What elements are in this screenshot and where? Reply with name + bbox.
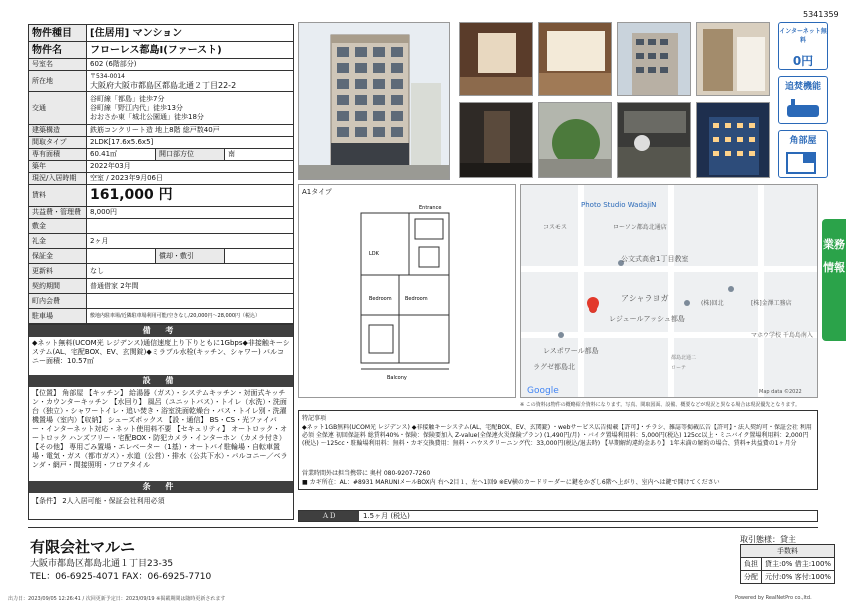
structure-label: 建築構造 — [29, 125, 87, 137]
name-value: フローレス都島I(ファースト) — [87, 42, 294, 59]
map-label: ラグゼ都島北 — [533, 363, 575, 371]
remarks-text: ◆ネット無料(UCOM光 レジデンス)通信速度上り下りともに1Gbps◆非接触キーシステム(AL、宅配BOX、EV、玄関錠)◆ミラブル水栓(キッチン、シャワー) バルコニー面積：10.57㎡ — [32, 339, 290, 365]
photo-thumbnail[interactable] — [459, 22, 533, 96]
renewal-label: 更新料 — [29, 264, 87, 279]
traffic-line: 谷町線「都島」徒歩7分 — [90, 94, 165, 103]
photo-thumbnail[interactable] — [617, 102, 691, 178]
floor-plan-drawing — [299, 195, 515, 391]
map-label: 公文式高倉1丁目教室 — [621, 255, 689, 263]
built-value: 2022年03月 — [87, 161, 294, 173]
map-label: 都島北通二 — [671, 355, 697, 361]
type-value: [住居用] マンション — [87, 25, 294, 42]
map-label: Photo Studio WadajiN — [581, 201, 657, 209]
address-value: 大阪府大阪市都島区都島北通２丁目22-2 — [90, 81, 237, 90]
amort-value — [225, 249, 294, 264]
parking-value: 敷地内駐車場/近隣駐車場利用可能/空きなし/20,000円～28,000円（税込） — [87, 309, 294, 324]
fp-label: Bedroom — [405, 296, 428, 302]
fee-table — [740, 544, 835, 584]
map-label: コスモス — [543, 224, 568, 231]
special-notes-title: 特記事項 — [302, 415, 327, 422]
traffic-cell — [87, 92, 294, 125]
fee-row-value: 貸主:0% 借主:100% — [762, 558, 835, 571]
map-label: マホウ学校 千島島南入 — [751, 332, 813, 339]
building-illustration — [299, 23, 450, 180]
layout-label: 間取タイプ — [29, 137, 87, 149]
status-label: 現況/入居時期 — [29, 173, 87, 185]
room-value: 602 (6階部分) — [87, 59, 294, 71]
ad-label: ＡＤ — [299, 511, 359, 521]
key-money-label: 礼金 — [29, 234, 87, 249]
photo-thumbnail[interactable] — [538, 22, 612, 96]
company-name: 有限会社マルニ — [30, 538, 136, 556]
ad-row — [298, 510, 818, 522]
map-label: ローソン都島北通店 — [613, 224, 667, 231]
fp-label: Bedroom — [369, 296, 392, 302]
reheat-label: 追焚機能 — [784, 82, 821, 92]
fee-row-label: 分配 — [741, 571, 762, 584]
contract-value: 普通借家 2年間 — [87, 279, 294, 294]
sales-contact: 営業時間外は担当携帯に 奥村 080-9207-7260 — [302, 470, 431, 477]
type-label: 物件種目 — [29, 25, 87, 42]
map-label: (株)回北 — [701, 300, 724, 307]
map-label: レスポワール都島 — [543, 347, 599, 355]
postal-code: 〒534-0014 — [90, 73, 125, 80]
area-value: 60.41㎡ — [87, 149, 156, 161]
rent-label: 賃料 — [29, 185, 87, 207]
town-fee-value — [87, 294, 294, 309]
corner-room-badge — [778, 130, 828, 178]
renewal-value: なし — [87, 264, 294, 279]
fp-label: Entrance — [419, 205, 442, 211]
company-phone: TEL：06-6925-4071 FAX：06-6925-7710 — [30, 572, 212, 582]
fee-row-value: 元付:0% 客付:100% — [762, 571, 835, 584]
disclaimer-note: ※ この資料は物件の概略紹介資料になります。写真、間取図面、設備、概要などが現況と異なる場合は現況優先となります。 — [520, 402, 800, 408]
fee-header: 手数料 — [741, 545, 835, 558]
powered-by: Powered by RealNetPro co.,ltd. — [735, 595, 812, 601]
ad-value: 1.5ヶ月 (税込) — [363, 512, 410, 520]
company-footer — [28, 527, 818, 595]
document-id: 5341359 — [803, 10, 839, 19]
main-building-photo — [298, 22, 450, 180]
footer-dates: 出力日：2023/09/05 12:26:41 / 次回更新予定日：2023/09/19 ※掲載期間は随時更新されます — [8, 596, 226, 602]
deposit-label: 敷金 — [29, 219, 87, 234]
key-location: ■ カギ所在：AL：#8931 MARUNIメールBOX内 右へ2目１、左へ1回9 ※EV横のカードリーダーに鍵をかざし6階へ上がり、室内へは鍵で開けてください — [302, 479, 720, 486]
photo-thumbnail[interactable] — [538, 102, 612, 178]
traffic-line: おおさか東「城北公園通」徒歩18分 — [90, 112, 204, 121]
common-label: 共益費・管理費 — [29, 207, 87, 219]
map-label: レジュールアッシュ都島 — [609, 315, 685, 323]
equipment-text: 【位置】 角部屋 【キッチン】 給湯器（ガス）・システムキッチン・対面式キッチン・カウンターキッチン 【水回り】 風呂（ユニットバス）・トイレ（水洗）・洗面台（独立）・シャワートイレ・追い焚き・浴室洗面乾燥台・バス・トイレ別・洗濯機置場（室内）【収納】 シューズボックス 【設・通信】 BS・CS・光ファイバー・インターネット対応・ネット使用料不要 【セキュリティ】 オートロック・オートロック ハンズフリー・宅配BOX・防犯カメラ・インターホン（カメラ付き）【その他】 専用ごみ置場・エレベーター（1基）・オートバイ駐輪場・自転車置場・電気・ガス（都市ガス）・水道（公営）・排水（公共下水）・バルコニー／ベランダ・網戸・間接照明・フロアタイル — [32, 389, 288, 469]
map-label: [株]金澤工務店 — [751, 300, 792, 307]
window-value: 南 — [225, 149, 294, 161]
transaction-form: 取引態様：貸主 — [740, 535, 796, 544]
key-money-value: 2ヶ月 — [87, 234, 294, 249]
internet-free-badge — [778, 22, 828, 70]
reheat-badge — [778, 76, 828, 124]
guarantee-value — [87, 249, 156, 264]
map-drawing — [521, 185, 818, 398]
window-label: 開口部方位 — [156, 149, 225, 161]
fee-row-label: 負担 — [741, 558, 762, 571]
floor-plan-type: A1タイプ — [302, 188, 332, 196]
rent-value: 161,000 円 — [87, 185, 294, 207]
photo-thumbnail[interactable] — [617, 22, 691, 96]
bath-icon — [783, 95, 823, 121]
business-info-tab[interactable]: 業務情報 — [822, 219, 846, 341]
conditions-text: 【条件】 2人入居可能・保証会社利用必須 — [32, 497, 165, 505]
company-address: 大阪市都島区都島北通１丁目23-35 — [30, 559, 174, 569]
fp-label: LDK — [369, 251, 379, 257]
spec-table — [28, 24, 294, 324]
internet-free-price: 0円 — [792, 54, 814, 68]
google-logo: Google — [527, 386, 559, 396]
photo-thumbnail[interactable] — [696, 102, 770, 178]
address-label: 所在地 — [29, 71, 87, 92]
contract-label: 契約期間 — [29, 279, 87, 294]
map-label: ローテ — [671, 365, 687, 371]
corner-room-label: 角部屋 — [789, 136, 817, 146]
status-value: 空室 / 2023年9月06日 — [87, 173, 294, 185]
fp-label: Balcony — [387, 375, 407, 381]
layout-value: 2LDK[17.6x5.6x5] — [87, 137, 294, 149]
area-label: 専有面積 — [29, 149, 87, 161]
special-notes-text: ◆ネット1GB無料(UCOM光 レジデンス) ◆非接触キーシステム(AL、宅配BOX、EV、玄関錠) ・webサービス広告掲載【許可】・チラシ、雑誌等掲載広告【許可】・法人契約可・保証会社 利用必須 全保連 初回保証料 総賃料40%・保険：保険要加入 Z-value(全保連火災保険プラン) (1,490円/月) ・バイク置場利用料：5,000円(税込) 125cc以上・ミニバイク置場利用料：2,000円(税込) ～125cc・駐輪場利用料：無料・カギ交換費用：無料・ハウスクリーニング代：33,000円(税込/退去時) 【早期解約違約金あり】 1年未満の解約の場合、賃料+共益費の1ヶ月分 — [302, 424, 812, 447]
address-cell — [87, 71, 294, 92]
floor-plan-panel — [298, 184, 516, 398]
conditions-title: 条 件 — [29, 481, 293, 493]
photo-thumbnail[interactable] — [459, 102, 533, 178]
built-label: 築年 — [29, 161, 87, 173]
equipment-title: 設 備 — [29, 375, 293, 387]
internet-free-label: インターネット無料 — [779, 28, 827, 44]
traffic-line: 谷町線「野江内代」徒歩13分 — [90, 103, 183, 112]
special-notes-panel — [298, 410, 818, 490]
structure-value: 鉄筋コンクリート造 地上8階 総戸数40戸 — [87, 125, 294, 137]
town-fee-label: 町内会費 — [29, 294, 87, 309]
remarks-panel — [28, 324, 294, 520]
common-value: 8,000円 — [87, 207, 294, 219]
map-copyright: Map data ©2022 — [759, 389, 802, 395]
room-label: 号室名 — [29, 59, 87, 71]
corner-room-icon — [783, 149, 823, 175]
traffic-label: 交通 — [29, 92, 87, 125]
remarks-title: 備 考 — [29, 325, 293, 337]
amort-label: 償却・敷引 — [156, 249, 225, 264]
parking-label: 駐車場 — [29, 309, 87, 324]
guarantee-label: 保証金 — [29, 249, 87, 264]
photo-thumbnail[interactable] — [696, 22, 770, 96]
map-label: アシャラヨガ — [621, 294, 669, 303]
deposit-value — [87, 219, 294, 234]
map-panel[interactable] — [520, 184, 818, 398]
name-label: 物件名 — [29, 42, 87, 59]
